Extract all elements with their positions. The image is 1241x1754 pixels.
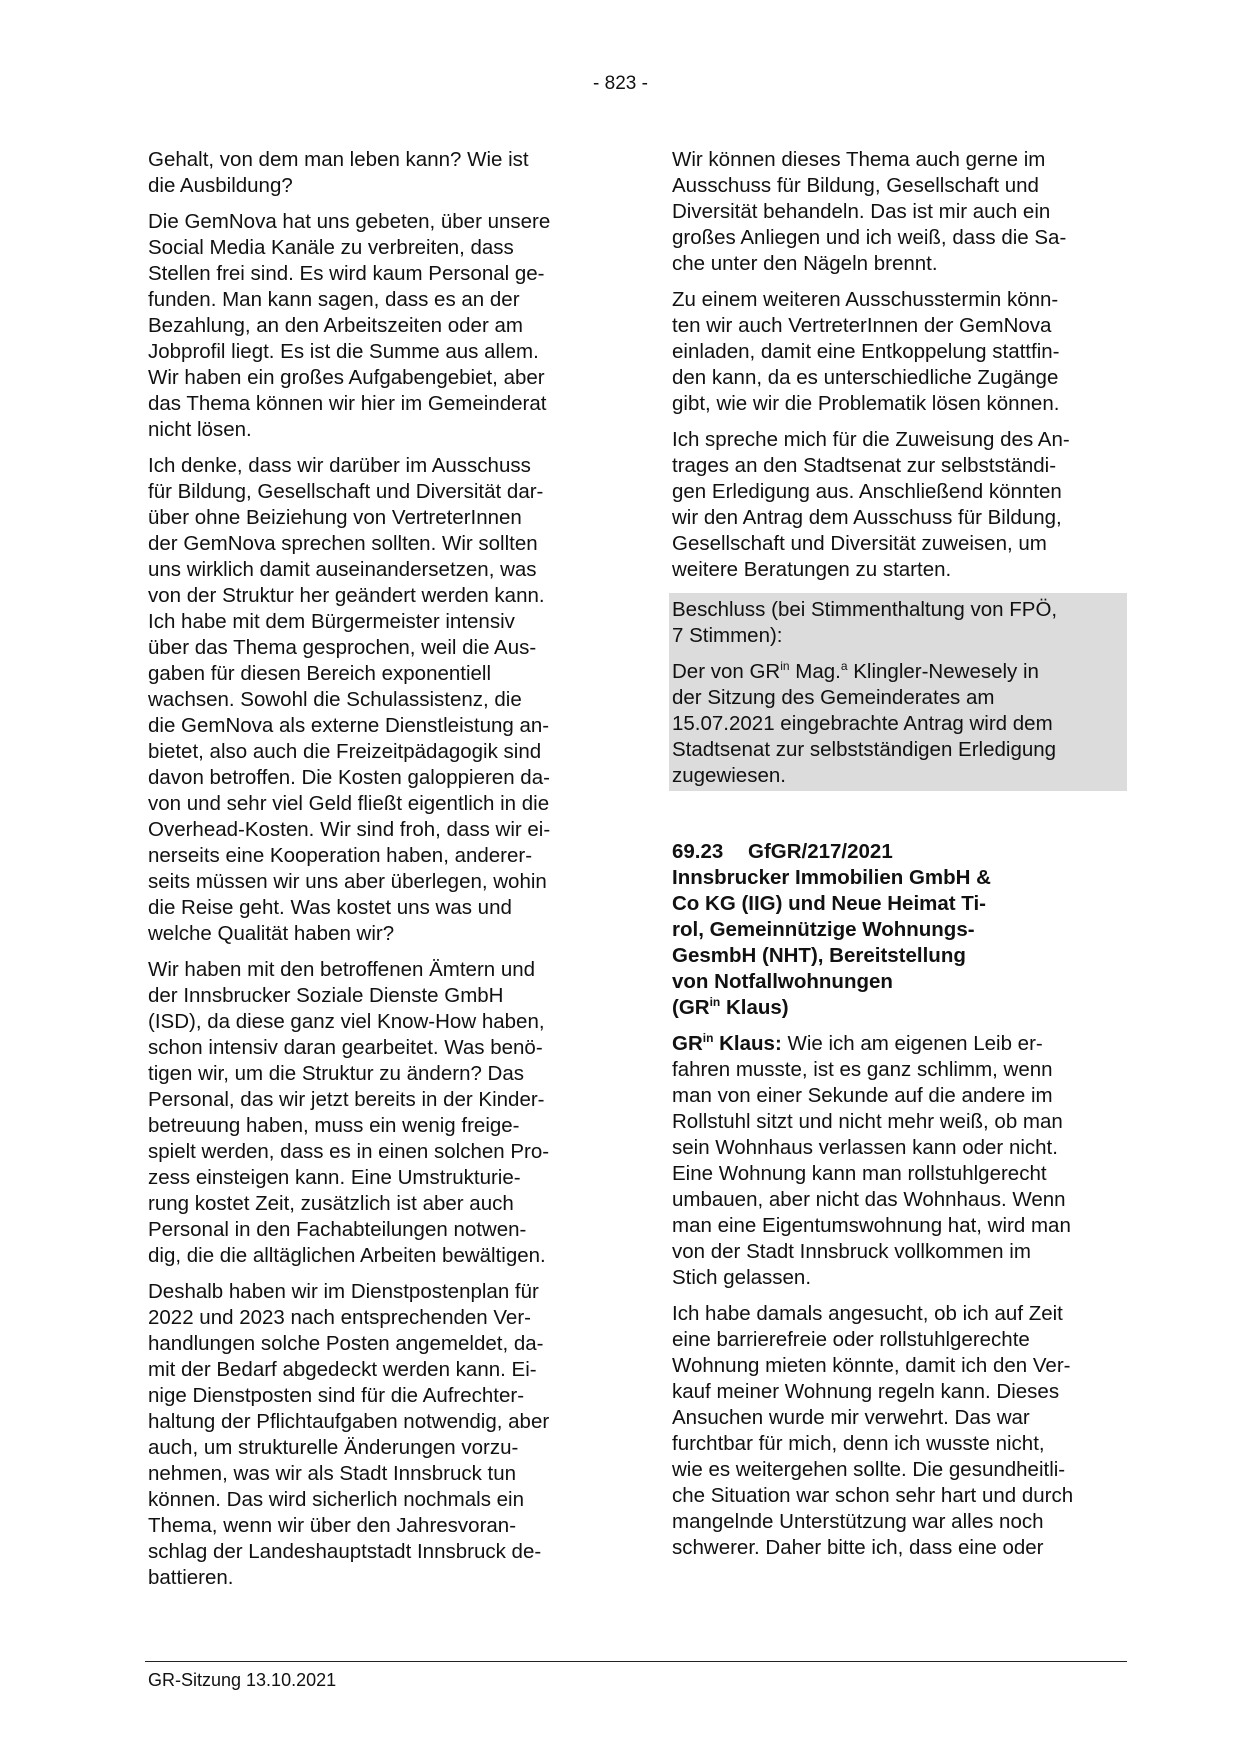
- paragraph: Gehalt, von dem man leben kann? Wie ist die Ausbildung?: [148, 148, 529, 197]
- agenda-reference: GfGR/217/2021: [748, 840, 893, 863]
- agenda-title-sup: in: [709, 995, 721, 1009]
- decision-text-pre: Der von GR: [672, 660, 781, 683]
- page-number: - 823 -: [593, 73, 648, 94]
- decision-box: [669, 593, 1127, 791]
- footer-divider: [145, 1661, 1127, 1662]
- decision-sup-in: in: [780, 659, 790, 673]
- paragraph: Ich denke, dass wir darüber im Ausschuss für Bildung, Gesellschaft und Diversität dar- über ohne Beiziehung von VertreterInnen der GemNova sprechen sollten. Wir sollten uns wirklich damit auseinandersetzen, was von der Struktur her geändert werden kann. Ich habe mit dem Bürgermeister intensiv über das Thema gesprochen, weil die Aus- gaben für diesen Bereich exponentiell wachsen. Sowohl die Schulassistenz, die die GemNova als externe Dienstleistung an- bietet, also auch die Freizeitpädagogik sind davon betroffen. Die Kosten galoppieren da- von und sehr viel Geld fließt eigentlich in die Overhead-Kosten. Wir sind froh, dass wir ei- nerseits eine Kooperation haben, anderer- seits müssen wir uns aber überlegen, wohin die Reise geht. Was kostet uns was und welche Qualität haben wir?: [148, 454, 551, 945]
- decision-heading: Beschluss (bei Stimmenthaltung von FPÖ, 7 Stimmen):: [672, 598, 1058, 647]
- agenda-heading: [672, 839, 1129, 865]
- speaker-name: Klaus:: [713, 1032, 782, 1055]
- paragraph: Wir haben mit den betroffenen Ämtern und der Innsbrucker Soziale Dienste GmbH (ISD), da diese ganz viel Know-How haben, schon intensiv daran gearbeitet. Was benö- tigen wir, um die Struktur zu ändern? Das Personal, das wir jetzt bereits in der Kinder- betreuung haben, muss ein wenig freige- spielt werden, dass es in einen solchen Pro- zess einsteigen kann. Eine Umstrukturie- rung kostet Zeit, zusätzlich ist aber auch Personal in den Fachabteilungen notwen- dig, die die alltäglichen Arbeiten bewältigen.: [148, 958, 550, 1267]
- speech-paragraph: Ich habe damals angesucht, ob ich auf Zeit eine barrierefreie oder rollstuhlgerechte Wohnung mieten könnte, damit ich den Ver- kauf meiner Wohnung regeln kann. Dieses Ansuchen wurde mir verwehrt. Das war furchtbar für mich, denn ich wusste nicht, wie es weitergehen sollte. Die gesundheitli- che Situation war schon sehr hart und durch mangelnde Unterstützung war alles noch schwerer. Daher bitte ich, dass eine oder: [672, 1302, 1074, 1559]
- decision-sup-a: a: [840, 659, 848, 673]
- speaker-sup: in: [702, 1031, 714, 1045]
- agenda-title-text: Innsbrucker Immobilien GmbH & Co KG (IIG) und Neue Heimat Ti- rol, Gemeinnützige Wohnungs- GesmbH (NHT), Bereitstellung von Notfallwohnungen (GR: [672, 866, 991, 1019]
- right-column: [672, 147, 1129, 1571]
- paragraph: Die GemNova hat uns gebeten, über unsere Social Media Kanäle zu verbreiten, dass Stellen frei sind. Es wird kaum Personal ge- funden. Man kann sagen, dass es an der Bezahlung, an den Arbeitszeiten oder am Jobprofil liegt. Es ist die Summe aus allem. Wir haben ein großes Aufgabengebiet, aber das Thema können wir hier im Gemeinderat nicht lösen.: [148, 210, 551, 441]
- paragraph: Deshalb haben wir im Dienstpostenplan für 2022 und 2023 nach entsprechenden Ver- handlungen solche Posten angemeldet, da- mit der Bedarf abgedeckt werden kann. Ei- nige Dienstposten sind für die Aufrechter- haltung der Pflichtaufgaben notwendig, aber auch, um strukturelle Änderungen vorzu- nehmen, was wir als Stadt Innsbruck tun können. Das wird sicherlich nochmals ein Thema, wenn wir über den Jahresvoran- schlag der Landeshauptstadt Innsbruck de- battieren.: [148, 1280, 550, 1589]
- speaker-prefix: GR: [672, 1032, 703, 1055]
- footer-text: GR-Sitzung 13.10.2021: [148, 1670, 337, 1690]
- decision-text-post: Klingler-Newesely in der Sitzung des Gemeinderates am 15.07.2021 eingebrachte Antrag wird dem Stadtsenat zur selbstständigen Erledigung zugewiesen.: [672, 660, 1057, 787]
- agenda-title-end: Klaus): [720, 996, 789, 1019]
- left-column: [148, 147, 605, 1601]
- paragraph: Wir können dieses Thema auch gerne im Ausschuss für Bildung, Gesellschaft und Diversität behandeln. Das ist mir auch ein großes Anliegen und ich weiß, dass die Sa- che unter den Nägeln brennt.: [672, 148, 1067, 275]
- agenda-title: [672, 865, 1129, 1021]
- decision-text-mid: Mag.: [789, 660, 841, 683]
- paragraph: Zu einem weiteren Ausschusstermin könn- ten wir auch VertreterInnen der GemNova einladen, damit eine Entkoppelung stattfin- den kann, da es unterschiedliche Zugänge gibt, wie wir die Problematik lösen können.: [672, 288, 1060, 415]
- decision-text: [672, 659, 1127, 789]
- speech-text: Wie ich am eigenen Leib er- fahren musste, ist es ganz schlimm, wenn man von einer Sekunde auf die andere im Rollstuhl sitzt und nicht mehr weiß, ob man sein Wohnhaus verlassen kann oder nicht. Eine Wohnung kann man rollstuhlgerecht umbauen, aber nicht das Wohnhaus. Wenn man eine Eigentumswohnung hat, wird man von der Stadt Innsbruck vollkommen im Stich gelassen.: [672, 1032, 1071, 1289]
- paragraph: Ich spreche mich für die Zuweisung des An- trages an den Stadtsenat zur selbstständi- gen Erledigung aus. Anschließend könnten wir den Antrag dem Ausschuss für Bildung, Gesellschaft und Diversität zuweisen, um weitere Beratungen zu starten.: [672, 428, 1070, 581]
- speaker-label: [672, 1032, 782, 1055]
- agenda-number: 69.23: [672, 840, 724, 863]
- speech-paragraph: [672, 1031, 1129, 1291]
